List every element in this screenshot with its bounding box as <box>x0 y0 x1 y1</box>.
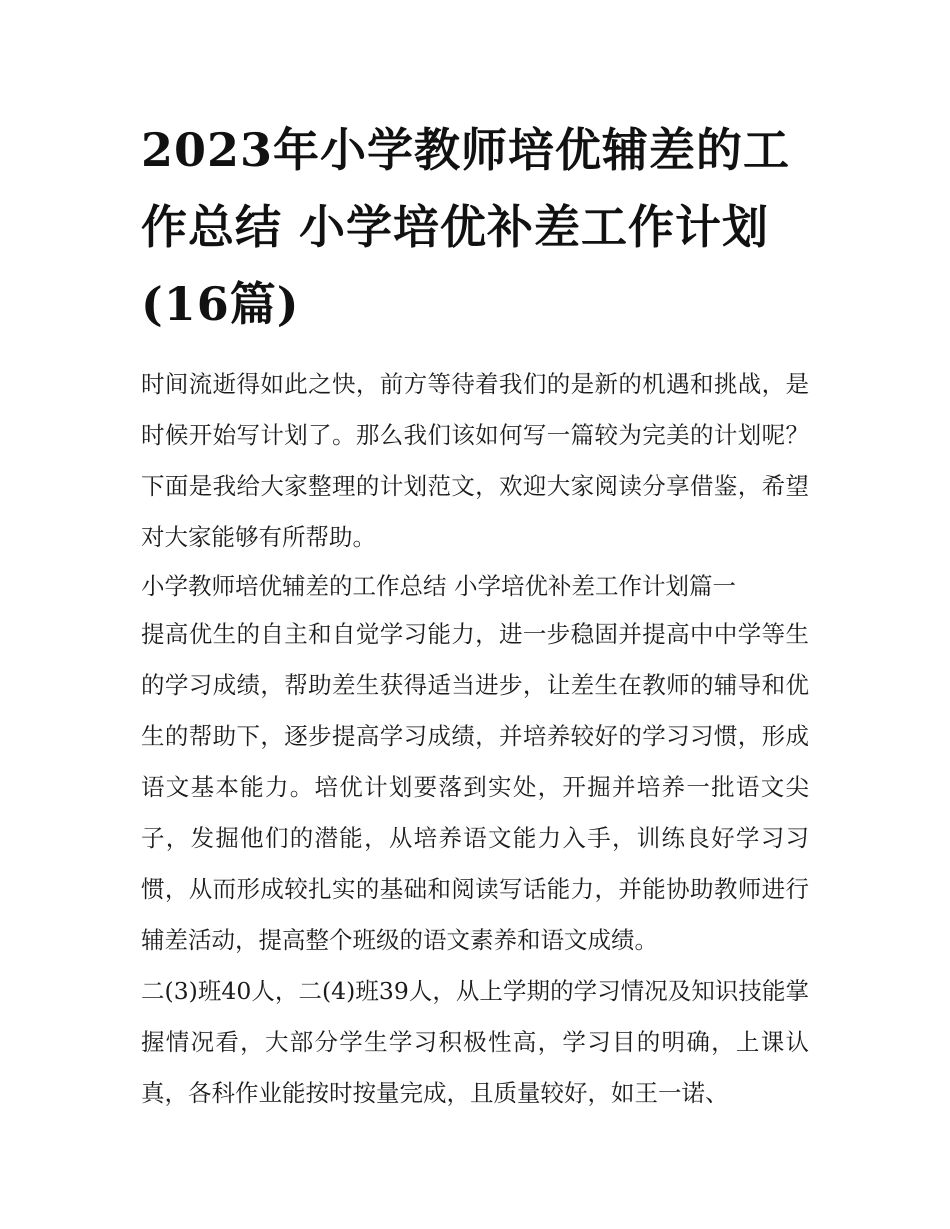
body-paragraph: 提高优生的自主和自觉学习能力，进一步稳固并提高中中学等生的学习成绩，帮助差生获得适当进步，让差生在教师的辅导和优生的帮助下，逐步提高学习成绩，并培养较好的学习习惯，形成语文基本能力。培优计划要落到实处，开掘并培养一批语文尖子，发掘他们的潜能，从培养语文能力入手，训练良好学习习惯，从而形成较扎实的基础和阅读写话能力，并能协助教师进行辅差活动，提高整个班级的语文素养和语文成绩。 <box>141 620 809 954</box>
intro-paragraph: 时间流逝得如此之快，前方等待着我们的是新的机遇和挑战，是时候开始写计划了。那么我们该如何写一篇较为完美的计划呢？下面是我给大家整理的计划范文，欢迎大家阅读分享借鉴，希望对大家能够有所帮助。 <box>141 370 809 551</box>
section-heading: 小学教师培优辅差的工作总结 小学培优补差工作计划篇一 <box>141 572 736 600</box>
document-title: 2023年小学教师培优辅差的工作总结 小学培优补差工作计划(16篇) <box>141 123 791 331</box>
body-paragraph: 二(3)班40人，二(4)班39人，从上学期的学习情况及知识技能掌握情况看，大部分学生学习积极性高，学习目的明确，上课认真，各科作业能按时按量完成，且质量较好，如王一诺、 <box>141 977 809 1107</box>
document-body <box>141 359 809 1119</box>
